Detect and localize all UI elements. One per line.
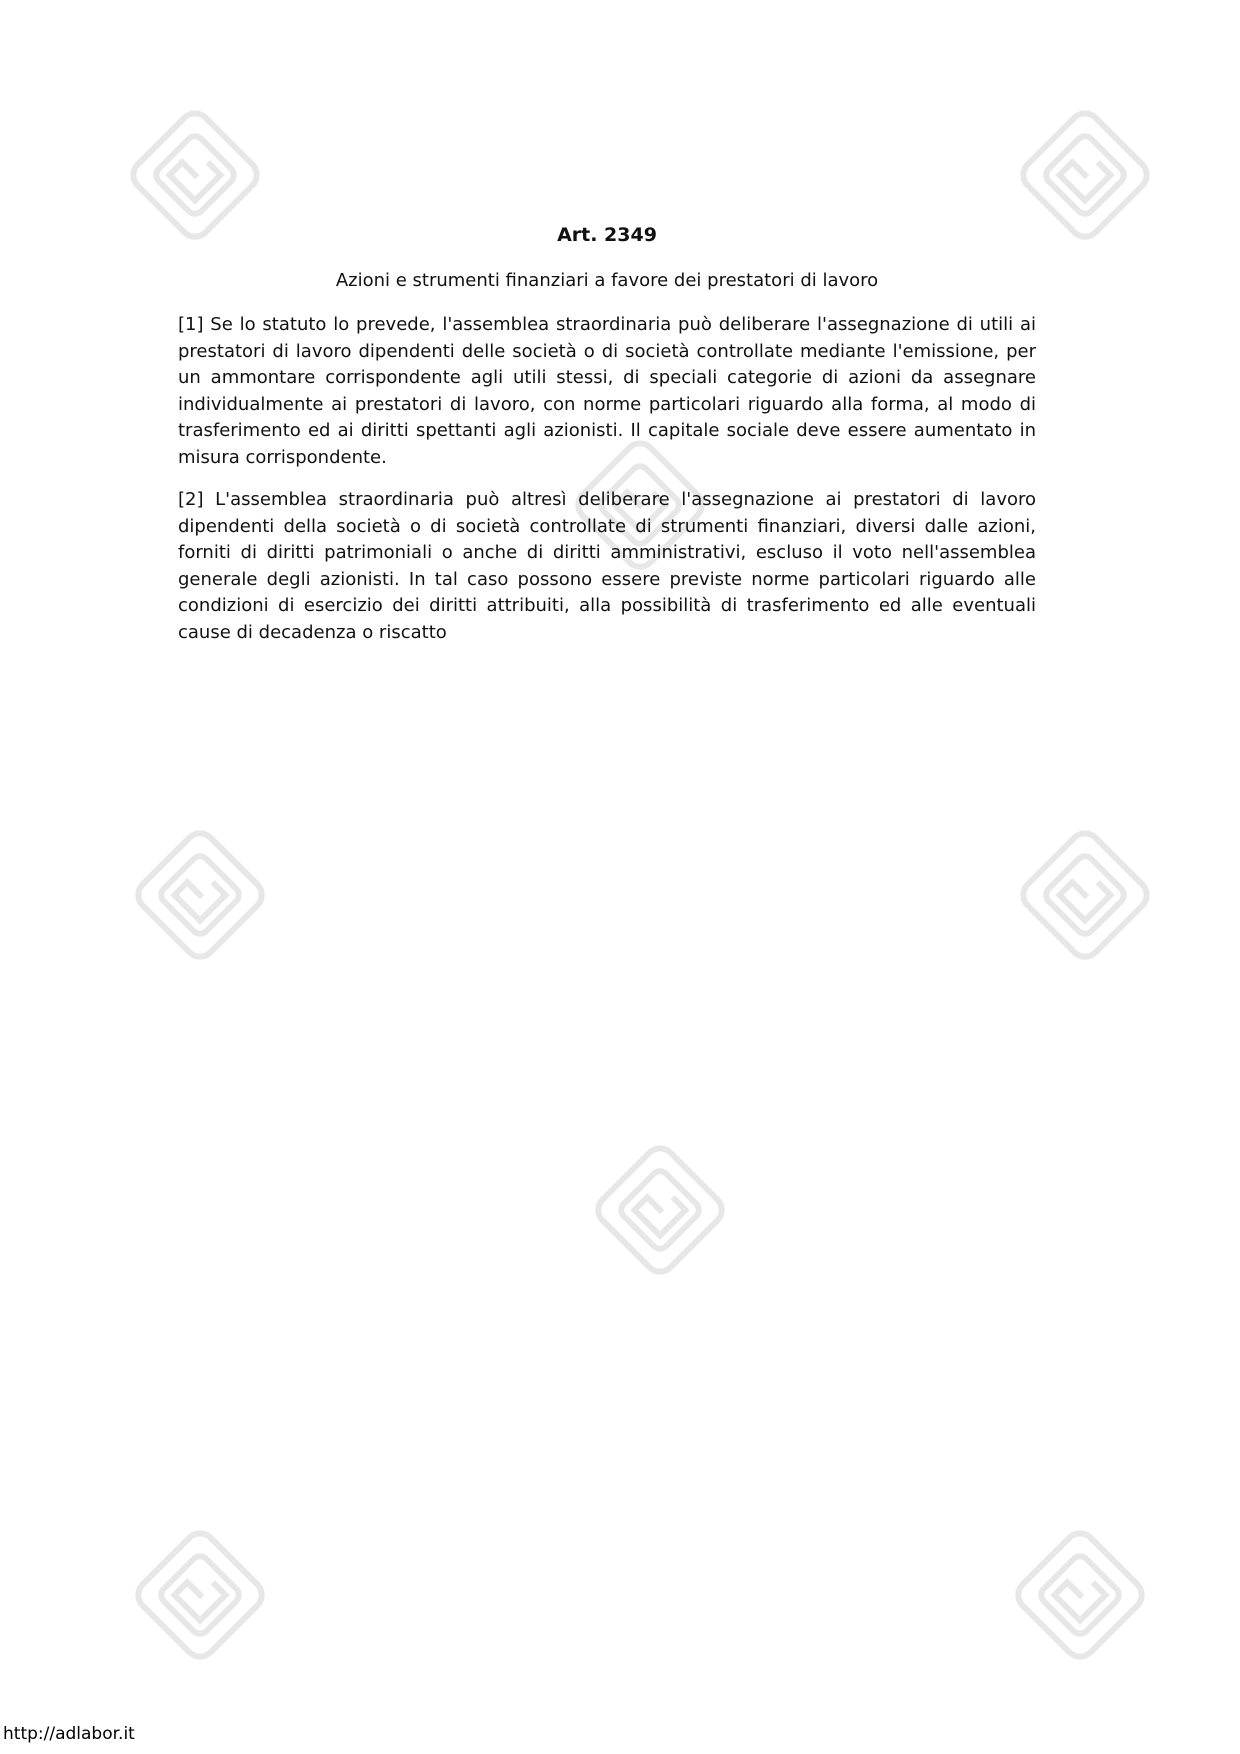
watermark-logo-icon (1005, 1520, 1155, 1670)
paragraph-1: [1] Se lo statuto lo prevede, l'assemblea straordinaria può deliberare l'assegnazione di utili ai prestatori di lavoro dipendenti delle società o di società controllate mediante l'emissione, per un ammontare corrispondente agli utili stessi, di speciali categorie di azioni da assegnare individualmente ai prestatori di lavoro, con norme particolari riguardo alla forma, al modo di trasferimento ed ai diritti spettanti agli azionisti. Il capitale sociale deve essere aumentato in misura corrispondente. (178, 314, 1036, 468)
article-subtitle: Azioni e strumenti finanziari a favore dei prestatori di lavoro (335, 270, 879, 291)
watermark-logo-icon (125, 820, 275, 970)
watermark-logo-icon (585, 1135, 735, 1285)
watermark-logo-icon (1010, 820, 1160, 970)
watermark-logo-icon (125, 1520, 275, 1670)
footer-url: http://adlabor.it (3, 1724, 135, 1744)
article-body (178, 222, 1036, 662)
paragraph-2: [2] L'assemblea straordinaria può altresì deliberare l'assegnazione ai prestatori di lavoro dipendenti della società o di società controllate di strumenti finanziari, diversi dalle azioni, forniti di diritti patrimoniali o anche di diritti amministrativi, escluso il voto nell'assemblea generale degli azionisti. In tal caso possono essere previste norme particolari riguardo alle condizioni di esercizio dei diritti attribuiti, alla possibilità di trasferimento ed alle eventuali cause di decadenza o riscatto (178, 489, 1036, 643)
article-title: Art. 2349 (557, 224, 657, 246)
